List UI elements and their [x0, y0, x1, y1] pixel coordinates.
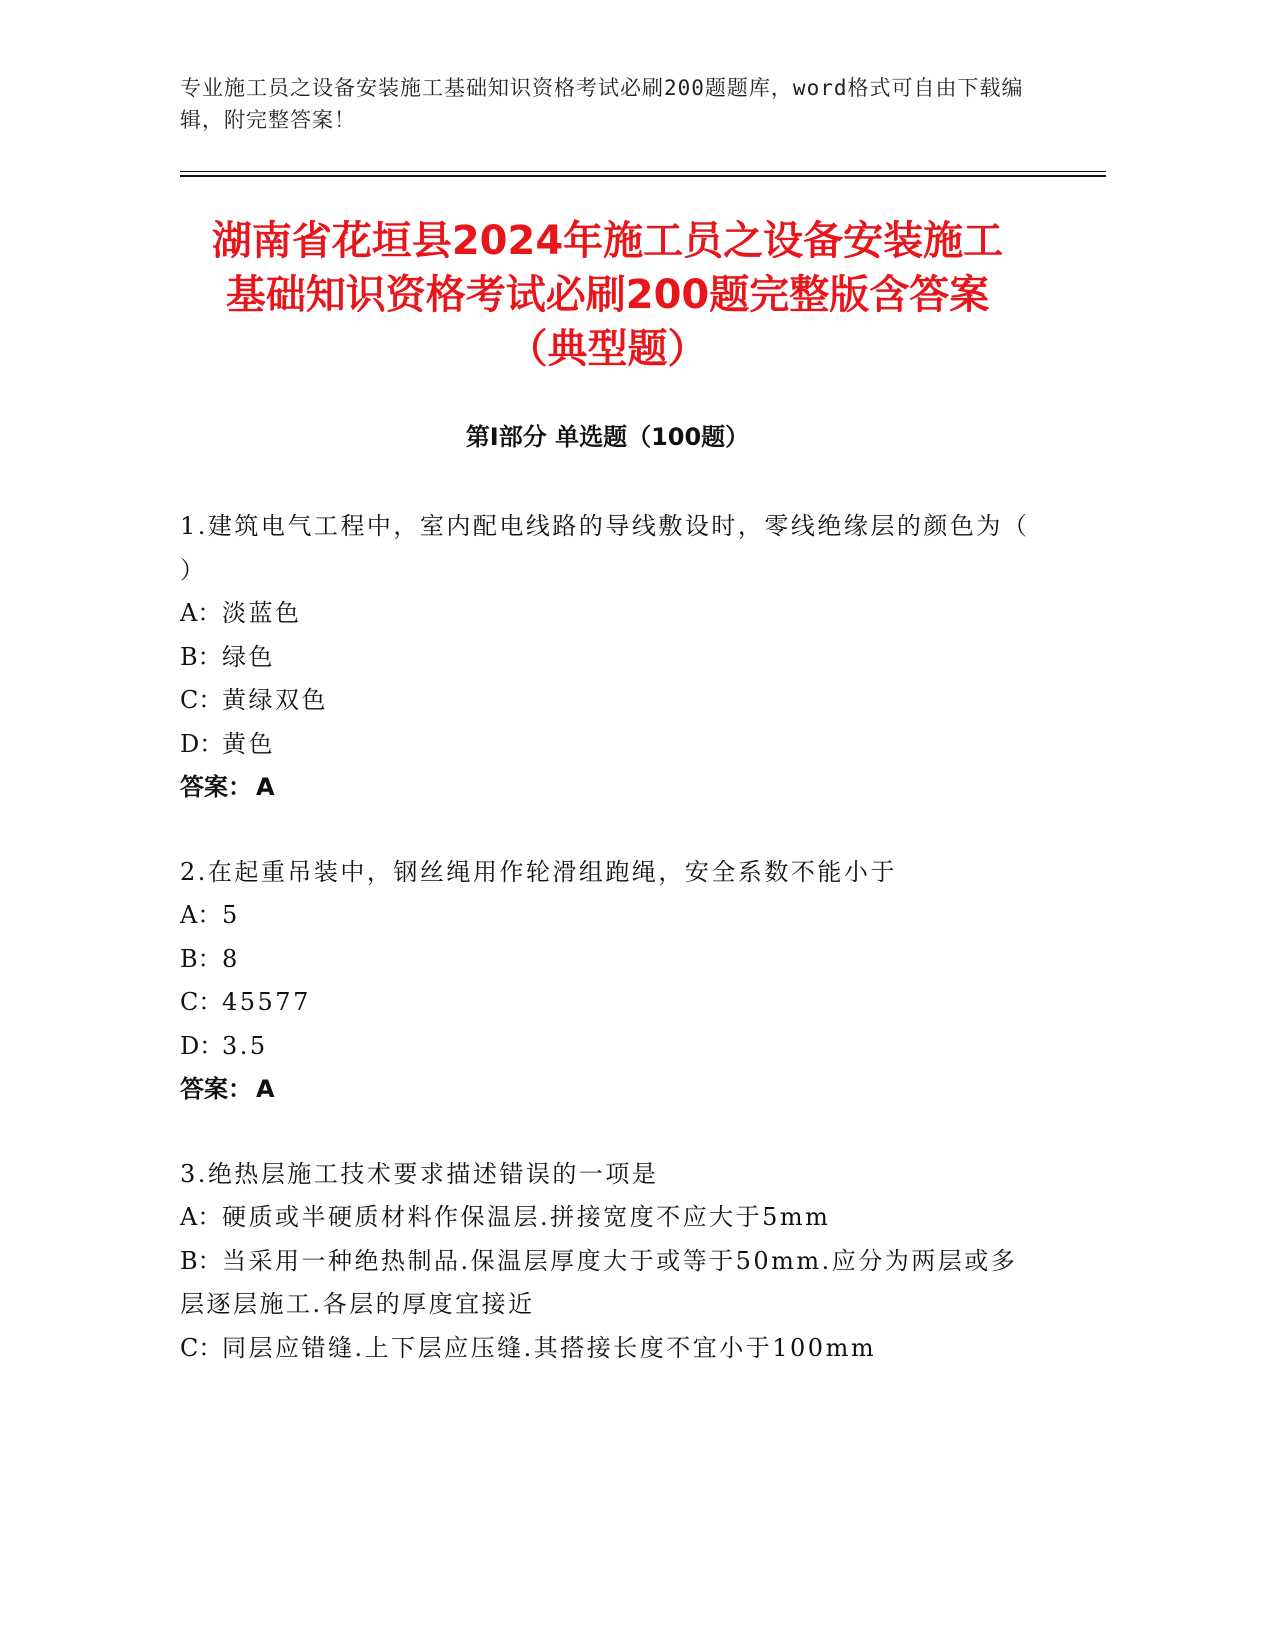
answer-line [180, 1068, 1040, 1112]
answer-line [180, 766, 1040, 810]
option-c [180, 1327, 1040, 1371]
option-key: B： [180, 642, 222, 671]
question-3 [180, 1153, 1040, 1371]
option-key: C： [180, 686, 223, 714]
option-key: C： [180, 988, 223, 1016]
option-key: A： [180, 1203, 222, 1231]
section-heading: 第Ⅰ部分 单选题（100题） [465, 423, 750, 451]
answer-value: A [256, 1075, 275, 1103]
answer-label: 答案： [180, 1075, 252, 1103]
option-c [180, 679, 1040, 723]
option-text: 8 [222, 944, 240, 973]
option-text: 45577 [222, 988, 311, 1016]
option-key: A： [180, 599, 222, 627]
option-text: 绿色 [222, 642, 275, 671]
option-text: 黄色 [222, 729, 275, 758]
header-rule-thin [180, 171, 1106, 172]
question-1 [180, 505, 1040, 810]
option-text: 黄绿双色 [222, 686, 328, 714]
option-key: A： [180, 901, 222, 929]
option-key: C： [180, 1333, 223, 1362]
question-text: 3.绝热层施工技术要求描述错误的一项是 [180, 1159, 659, 1188]
option-text: 同层应错缝.上下层应压缝.其搭接长度不宜小于100mm [222, 1333, 877, 1362]
option-text: 3.5 [222, 1031, 268, 1060]
question-text: 1.建筑电气工程中，室内配电线路的导线敷设时，零线绝缘层的颜色为（ ） [180, 512, 1030, 584]
option-text: 5 [222, 901, 240, 929]
option-key: B： [180, 1246, 222, 1275]
option-b [180, 938, 1040, 982]
option-b [180, 636, 1040, 680]
answer-value: A [256, 773, 275, 801]
document-title [150, 214, 1065, 376]
option-text: 淡蓝色 [222, 599, 302, 627]
option-key: D： [180, 1031, 224, 1060]
title-line-3: （典型题） [507, 326, 708, 372]
question-2 [180, 851, 1040, 1112]
header-rule-thick [180, 175, 1106, 177]
answer-label: 答案： [180, 773, 252, 801]
option-d [180, 1025, 1040, 1069]
option-a [180, 1196, 1040, 1240]
option-key: B： [180, 944, 222, 973]
option-text: 当采用一种绝热制品.保温层厚度大于或等于50mm.应分为两层或多层逐层施工.各层的厚度宜接近 [180, 1246, 1018, 1318]
option-key: D： [180, 729, 224, 758]
question-list [180, 505, 1040, 1411]
title-line-1: 湖南省花垣县2024年施工员之设备安装施工 [211, 218, 1004, 264]
option-b [180, 1240, 1040, 1327]
option-c [180, 981, 1040, 1025]
option-a [180, 592, 1040, 636]
header-note: 专业施工员之设备安装施工基础知识资格考试必刷200题题库，word格式可自由下载编辑，附完整答案！ [180, 76, 1024, 132]
option-text: 硬质或半硬质材料作保温层.拼接宽度不应大于5mm [222, 1203, 831, 1231]
option-a [180, 894, 1040, 938]
option-d [180, 723, 1040, 767]
question-text: 2.在起重吊装中，钢丝绳用作轮滑组跑绳，安全系数不能小于 [180, 857, 897, 886]
title-line-2: 基础知识资格考试必刷200题完整版含答案 [225, 272, 990, 318]
